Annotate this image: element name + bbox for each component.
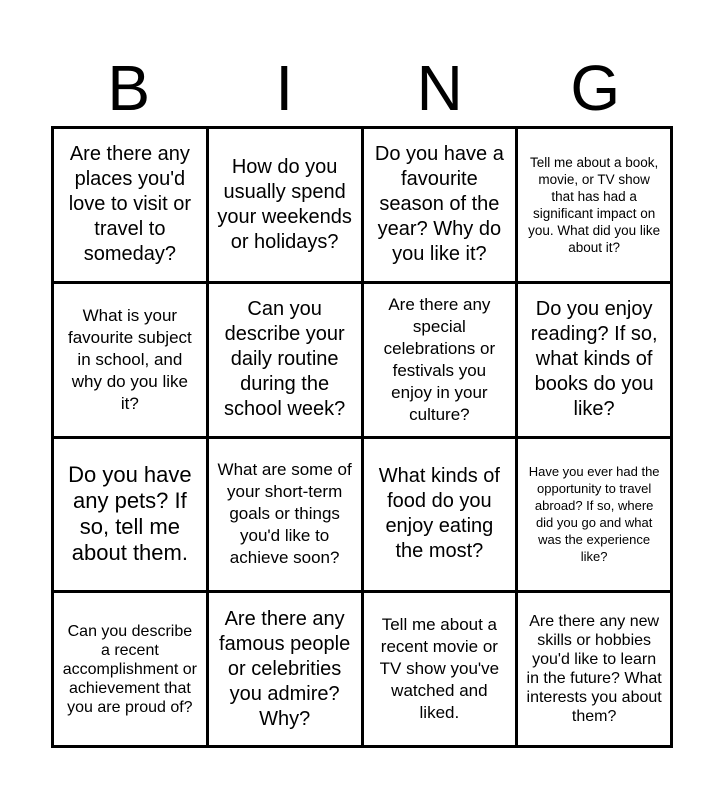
bingo-cell-r1c1[interactable] [54, 129, 206, 281]
bingo-cell-text: Do you have a favourite season of the year? Why do you like it? [374, 143, 504, 266]
bingo-cell-text: Are there any new skills or hobbies you'd like to learn in the future? What interests you about them? [526, 613, 662, 726]
bingo-cell-text: What are some of your short-term goals or things you'd like to achieve soon? [217, 460, 352, 568]
bingo-cell-r2c1[interactable] [54, 284, 206, 436]
bingo-cell-text: Have you ever had the opportunity to travel abroad? If so, where did you go and what was the experience like? [528, 464, 660, 565]
bingo-cell-r2c3[interactable] [364, 284, 516, 436]
bingo-cell-r1c4[interactable] [518, 129, 670, 281]
bingo-cell-text: Are there any famous people or celebrities you admire? Why? [219, 607, 351, 730]
bingo-cell-text: Are there any special celebrations or festivals you enjoy in your culture? [383, 294, 496, 424]
bingo-cell-r3c3[interactable] [364, 439, 516, 591]
bingo-cell-r4c4[interactable] [518, 593, 670, 745]
bingo-cell-text: Can you describe your daily routine during the school week? [224, 298, 346, 421]
bingo-cell-r4c1[interactable] [54, 593, 206, 745]
bingo-cell-text: What is your favourite subject in school, and why do you like it? [67, 305, 192, 413]
header-letter-b: B [107, 52, 151, 124]
bingo-cell-r4c3[interactable] [364, 593, 516, 745]
bingo-cell-text: Do you enjoy reading? If so, what kinds of books do you like? [530, 298, 658, 421]
header-letter-g: G [570, 52, 621, 124]
bingo-cell-r1c2[interactable] [209, 129, 361, 281]
bingo-cell-r2c4[interactable] [518, 284, 670, 436]
bingo-cell-text: How do you usually spend your weekends or holidays? [217, 155, 352, 253]
bingo-board [51, 126, 673, 748]
bingo-cell-r3c4[interactable] [518, 439, 670, 591]
bingo-cell-text: Are there any places you'd love to visit or travel to someday? [68, 143, 191, 266]
bingo-cell-text: Tell me about a recent movie or TV show you've watched and liked. [379, 615, 500, 723]
bingo-cell-text: Tell me about a book, movie, or TV show that has had a significant impact on you. What did you like about it? [528, 154, 661, 255]
bingo-cell-r1c3[interactable] [364, 129, 516, 281]
bingo-cell-r2c2[interactable] [209, 284, 361, 436]
bingo-cell-r3c1[interactable] [54, 439, 206, 591]
bingo-cell-r4c2[interactable] [209, 593, 361, 745]
header-letter-n: N [416, 52, 463, 124]
bingo-cell-r3c2[interactable] [209, 439, 361, 591]
bingo-header [51, 52, 673, 124]
bingo-cell-text: What kinds of food do you enjoy eating the most? [378, 465, 500, 563]
bingo-cell-text: Can you describe a recent accomplishment or achievement that you are proud of? [62, 622, 198, 716]
header-letter-i: I [275, 52, 294, 124]
bingo-cell-text: Do you have any pets? If so, tell me about them. [68, 462, 192, 566]
